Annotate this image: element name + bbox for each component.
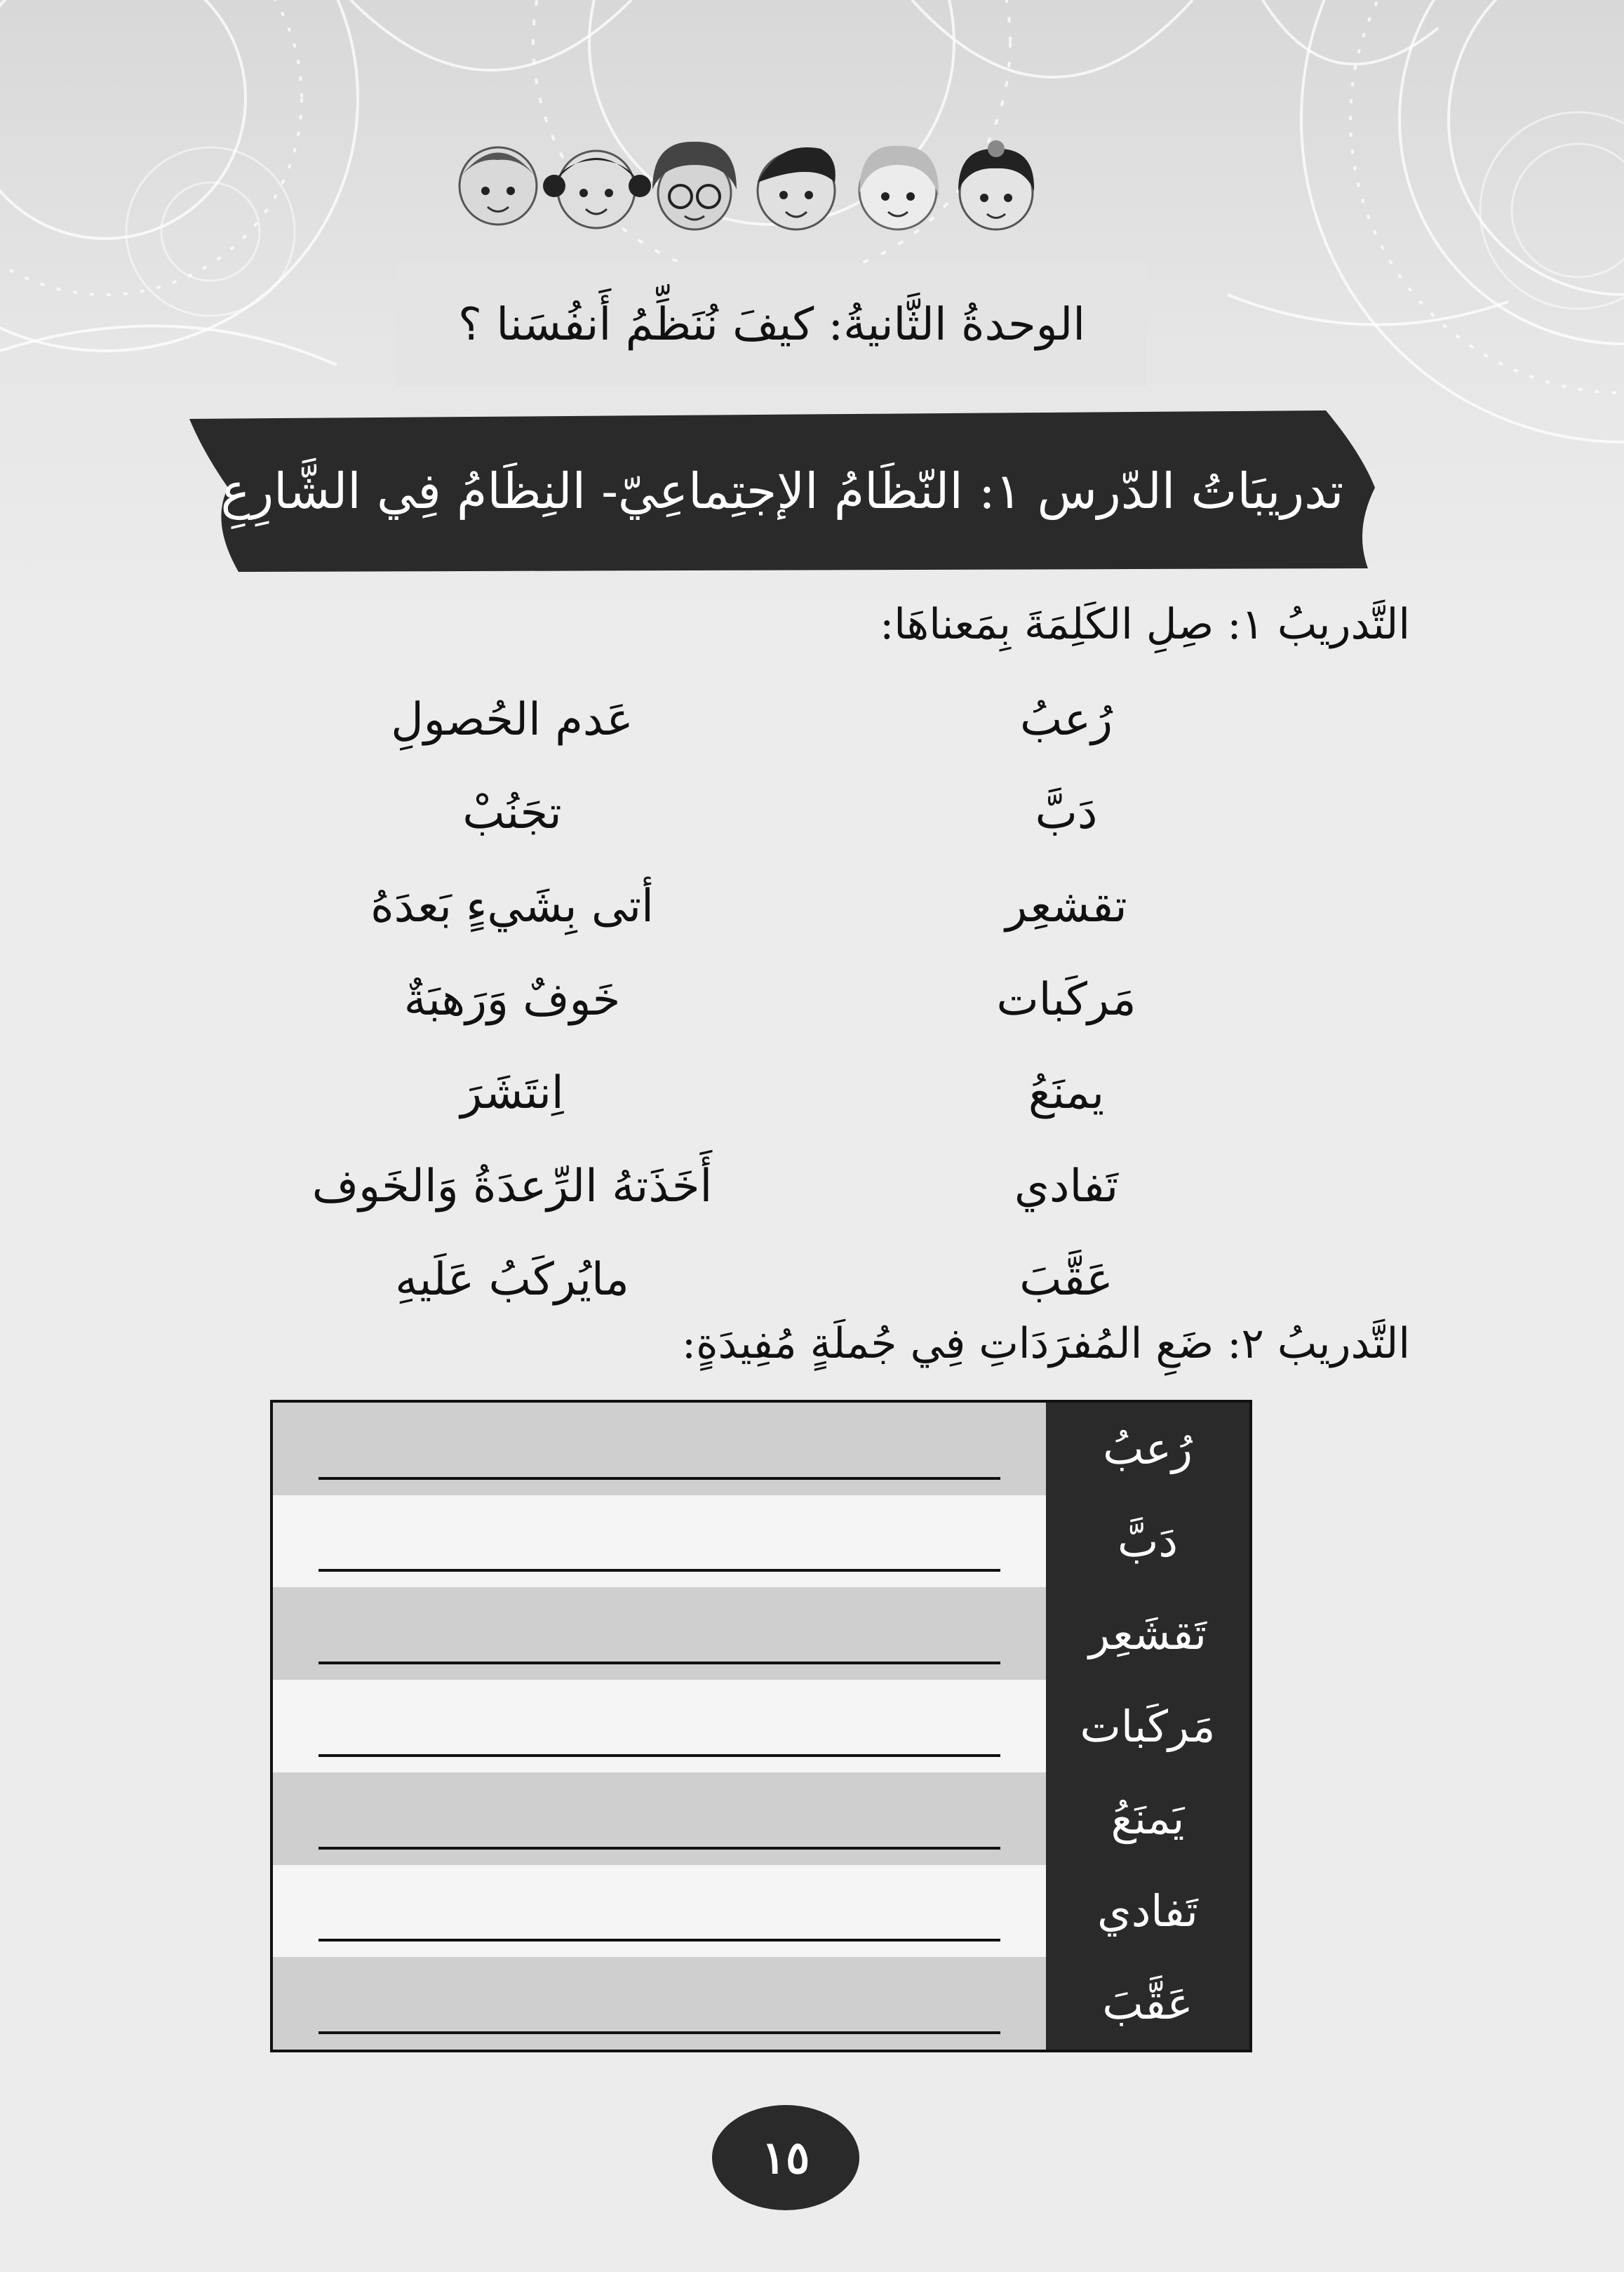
child-face-4 — [758, 147, 836, 229]
match-word[interactable]: تَفادي — [1014, 1161, 1119, 1212]
match-word[interactable]: رُعبُ — [1020, 694, 1113, 746]
exercise-2-heading: التَّدريبُ ٢: ضَعِ المُفرَدَاتِ فِي جُملَةٍ مُفِيدَةٍ: — [681, 1319, 1410, 1368]
child-face-1 — [459, 147, 537, 225]
match-meaning[interactable]: تجَنُبْ — [462, 787, 562, 839]
answer-row[interactable] — [273, 1587, 1046, 1680]
answer-row[interactable] — [273, 1680, 1046, 1772]
children-illustration — [449, 133, 1045, 267]
page-number: ١٥ — [712, 2105, 859, 2210]
vocab-word: عَقَّبَ — [1102, 1977, 1193, 2029]
match-meaning[interactable]: مايُركَبُ عَلَيهِ — [395, 1254, 629, 1306]
vocab-word: يَمنَعُ — [1110, 1793, 1185, 1845]
unit-title-box — [396, 263, 1147, 386]
vocab-word: رُعبُ — [1103, 1423, 1193, 1475]
vocab-word: تَقشَعِر — [1088, 1608, 1207, 1659]
match-word[interactable]: عَقَّبَ — [1019, 1254, 1113, 1306]
lesson-title: تدريبَاتُ الدّرس ١: النّظَامُ الإجتِماعِيّ- النِظَامُ فِي الشَّارِعِ — [220, 462, 1344, 520]
writing-line[interactable] — [318, 2031, 1000, 2034]
match-word[interactable]: يمنَعُ — [1028, 1067, 1105, 1119]
match-meanings-column — [267, 674, 758, 1327]
answer-row[interactable] — [273, 1495, 1046, 1588]
match-meaning[interactable]: اِنتَشَرَ — [460, 1067, 564, 1119]
sentence-table — [270, 1400, 1252, 2052]
match-meaning[interactable]: أتى بِشَيءٍ بَعدَهُ — [370, 881, 654, 933]
child-face-5 — [859, 146, 939, 229]
match-word[interactable]: مَركَبات — [996, 974, 1136, 1026]
answer-row[interactable] — [273, 1772, 1046, 1865]
writing-line[interactable] — [318, 1569, 1000, 1572]
vocab-word: دَبَّ — [1118, 1516, 1178, 1568]
vocab-word: تَفادي — [1097, 1885, 1198, 1937]
match-word[interactable]: تقشعِر — [1005, 881, 1127, 933]
match-word[interactable]: دَبَّ — [1035, 787, 1098, 839]
match-words-column — [926, 674, 1207, 1327]
answer-row[interactable] — [273, 1957, 1046, 2050]
answer-row[interactable] — [273, 1403, 1046, 1495]
child-face-6 — [958, 140, 1034, 229]
answer-lines-column — [273, 1403, 1046, 2050]
match-meaning[interactable]: أَخَذَتهُ الرِّعدَةُ وَالخَوف — [311, 1161, 713, 1212]
match-meaning[interactable]: خَوفٌ وَرَهبَةٌ — [403, 974, 621, 1026]
vocabulary-column — [1046, 1403, 1249, 2050]
answer-row[interactable] — [273, 1865, 1046, 1958]
child-face-2 — [543, 151, 651, 228]
writing-line[interactable] — [318, 1754, 1000, 1757]
writing-line[interactable] — [318, 1477, 1000, 1480]
writing-line[interactable] — [318, 1662, 1000, 1664]
child-face-3 — [652, 142, 737, 229]
vocab-word: مَركَبات — [1080, 1700, 1216, 1752]
writing-line[interactable] — [318, 1847, 1000, 1850]
exercise-1-heading: التَّدريبُ ١: صِلِ الكَلِمَةَ بِمَعناهَا: — [880, 600, 1410, 649]
unit-title: الوحدةُ الثَّانيةُ: كيفَ نُنَظِّمُ أَنفُسَنا ؟ — [458, 298, 1085, 351]
writing-line[interactable] — [318, 1939, 1000, 1942]
match-meaning[interactable]: عَدم الحُصولِ — [391, 694, 633, 746]
